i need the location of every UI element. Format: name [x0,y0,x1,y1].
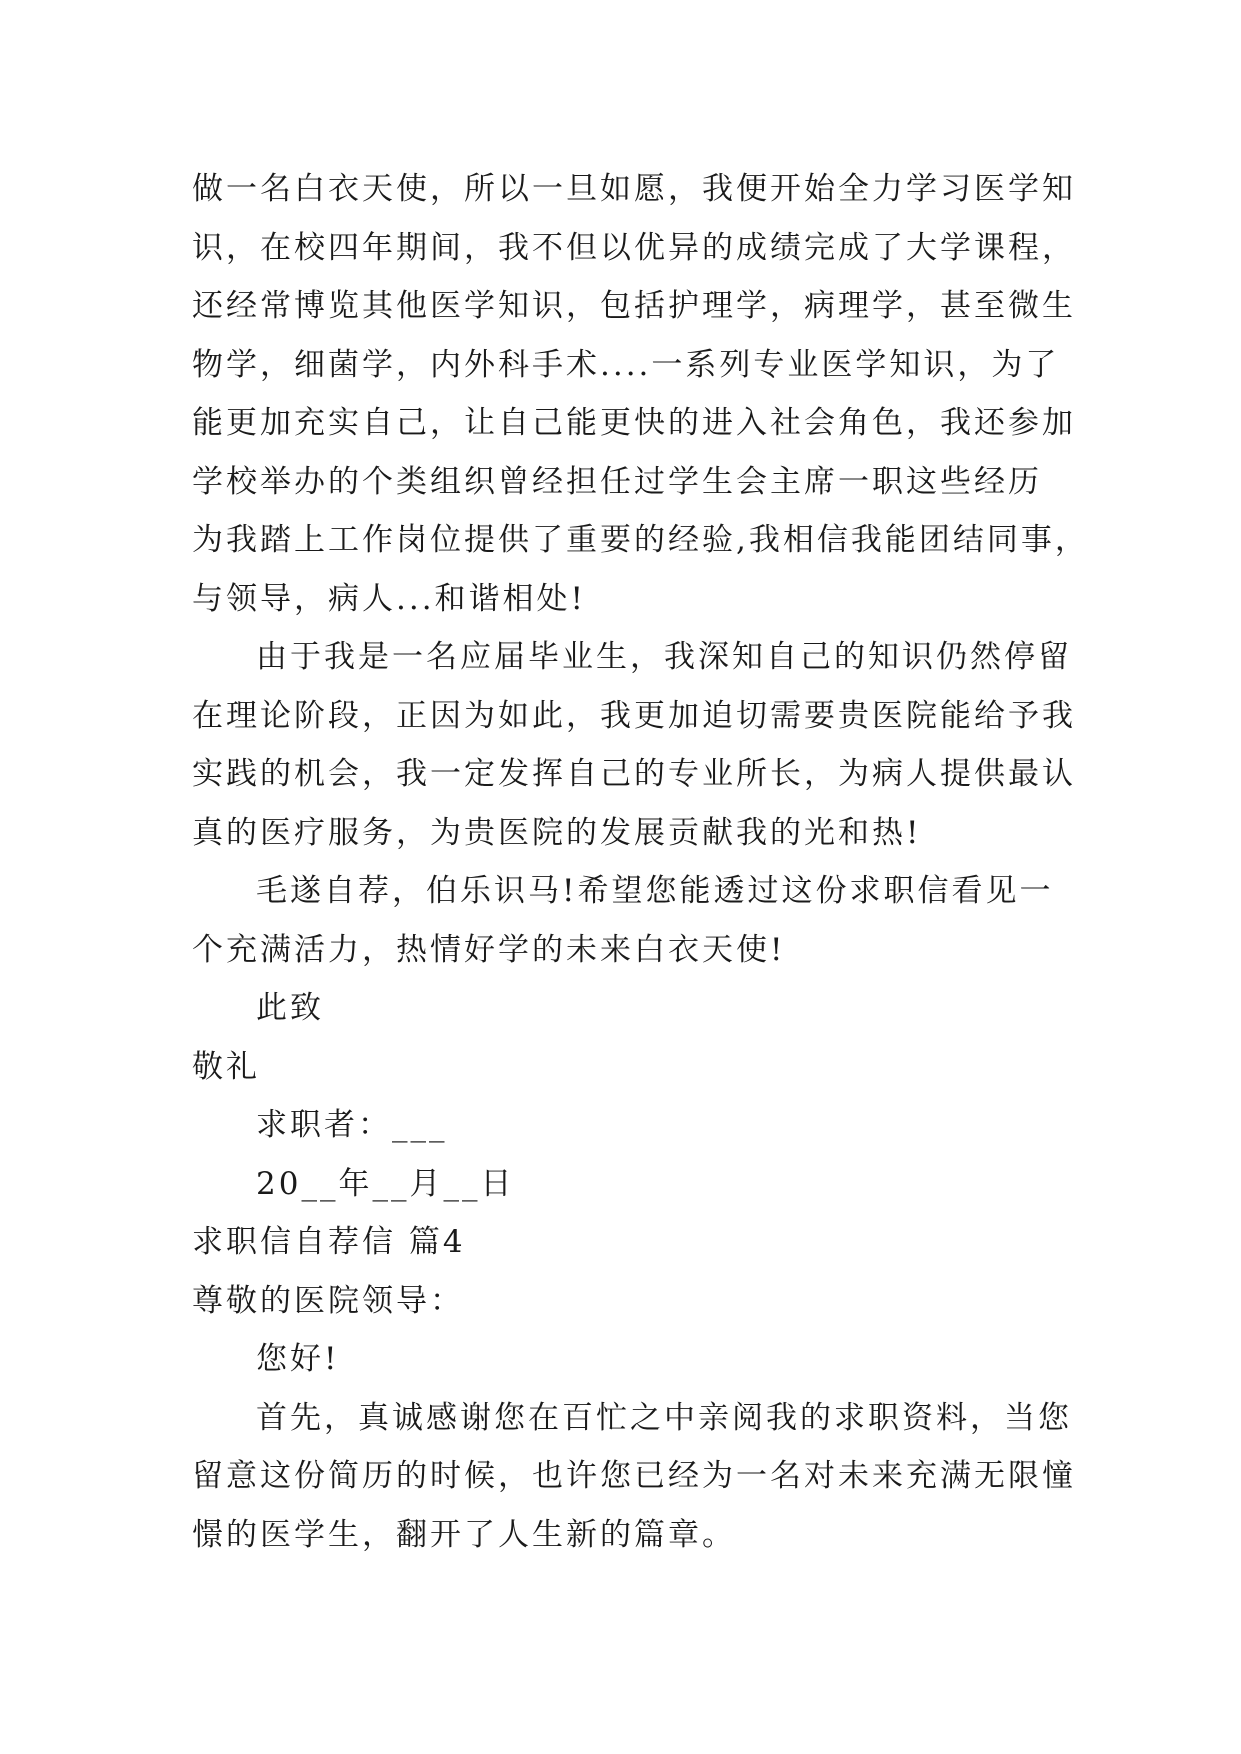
section-heading: 求职信自荐信 篇4 [192,1224,466,1260]
text-line: 留意这份简历的时候，也许您已经为一名对未来充满无限憧 [192,1458,1076,1494]
letter-body [192,160,1089,1564]
closing-salutation: 此致 [256,990,324,1026]
text-line: 物学，细菌学，内外科手术....一系列专业医学知识，为了 [192,346,1060,383]
text-line: 个充满活力，热情好学的未来白衣天使! [192,931,786,968]
closing-regards: 敬礼 [192,1048,260,1085]
text-line: 实践的机会，我一定发挥自己的专业所长，为病人提供最认 [192,756,1076,792]
text-line: 真的医疗服务，为贵医院的发展贡献我的光和热! [192,814,922,851]
date-line: 20__年__月__日 [256,1165,515,1202]
paragraph-start-line: 毛遂自荐，伯乐识马!希望您能透过这份求职信看见一 [256,873,1054,909]
text-line: 做一名白衣天使，所以一旦如愿，我便开始全力学习医学知 [192,171,1076,207]
text-line: 能更加充实自己，让自己能更快的进入社会角色，我还参加 [192,405,1076,441]
text-line: 识，在校四年期间，我不但以优异的成绩完成了大学课程， [192,229,1076,266]
text-line: 憬的医学生，翻开了人生新的篇章。 [192,1516,736,1553]
text-line: 还经常博览其他医学知识，包括护理学，病理学，甚至微生 [192,288,1076,324]
text-line: 为我踏上工作岗位提供了重要的经验,我相信我能团结同事， [192,522,1089,558]
signature-line: 求职者：___ [256,1107,448,1143]
paragraph-start-line: 首先，真诚感谢您在百忙之中亲阅我的求职资料，当您 [256,1399,1072,1436]
text-line: 与领导，病人...和谐相处! [192,580,587,617]
greeting: 您好! [256,1341,340,1377]
greeting-recipient: 尊敬的医院领导： [192,1282,464,1319]
text-line: 在理论阶段，正因为如此，我更加迫切需要贵医院能给予我 [192,697,1076,734]
text-line: 学校举办的个类组织曾经担任过学生会主席一职这些经历 [192,463,1042,500]
paragraph-start-line: 由于我是一名应届毕业生，我深知自己的知识仍然停留 [256,639,1072,675]
